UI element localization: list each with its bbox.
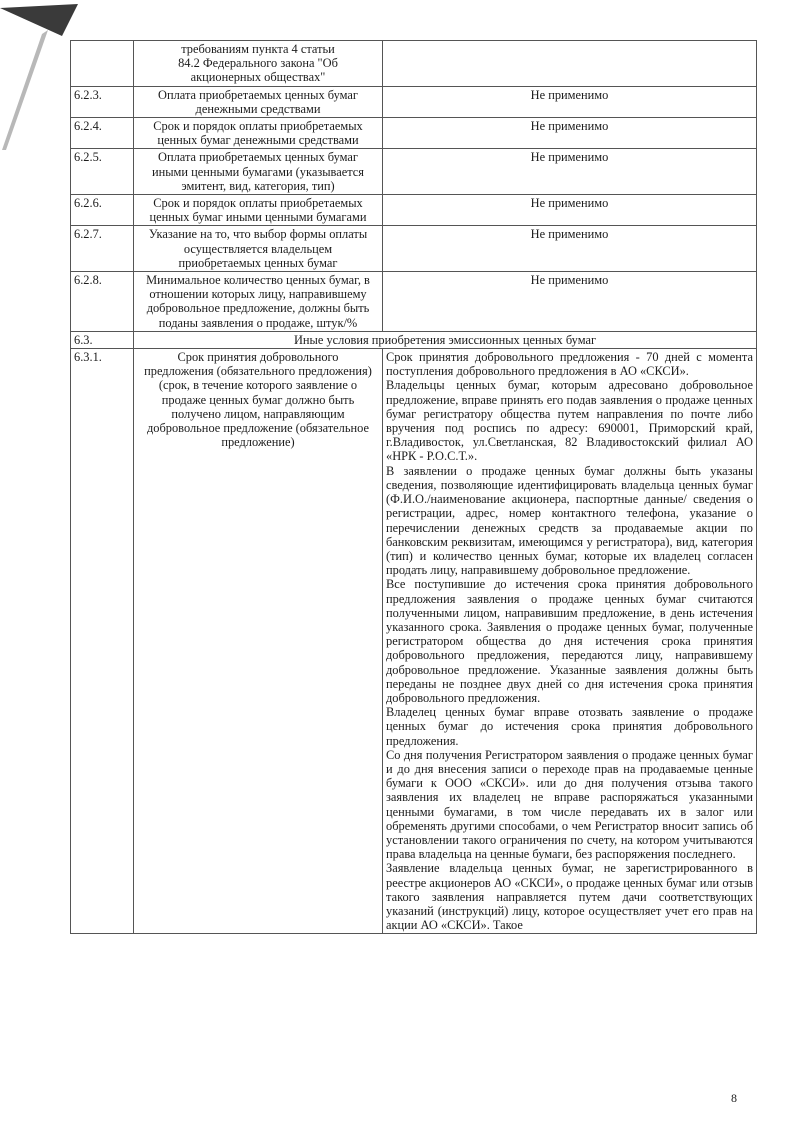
item-name xyxy=(134,226,383,272)
item-value: Не применимо xyxy=(383,149,757,195)
cell-line: приобретаемых ценных бумаг xyxy=(178,255,338,270)
item-number: 6.2.4. xyxy=(71,118,134,149)
cell-line: Указание на то, что выбор формы оплаты xyxy=(148,227,368,242)
item-value: Не применимо xyxy=(383,226,757,272)
page-number: 8 xyxy=(731,1091,737,1105)
table-row xyxy=(71,226,757,272)
cell-line: Оплата приобретаемых ценных бумаг xyxy=(158,87,358,102)
cell-line: отношении которых лицу, направившему xyxy=(149,287,367,302)
table-row xyxy=(71,41,757,87)
item-value: Не применимо xyxy=(383,86,757,117)
item-number: 6.2.8. xyxy=(71,272,134,332)
cell-line: требованиям пункта 4 статьи xyxy=(181,42,335,56)
cell-line: ценных бумаг иными ценными бумагами xyxy=(149,210,367,225)
cell-line: денежными средствами xyxy=(195,101,321,116)
item-name xyxy=(134,272,383,332)
item-value: Не применимо xyxy=(383,118,757,149)
cell-line: предложения (обязательного предложения) xyxy=(144,364,372,379)
item-name xyxy=(134,349,383,934)
cell-line: (срок, в течение которого заявление о xyxy=(158,378,358,393)
table-row xyxy=(71,272,757,332)
item-number xyxy=(71,41,134,87)
cell-line: осуществляется владельцем xyxy=(183,241,333,256)
section-row xyxy=(71,331,757,348)
item-value: Не применимо xyxy=(383,272,757,332)
cell-line: Срок и порядок оплаты приобретаемых xyxy=(153,119,363,134)
cell-line: добровольное предложение (обязательное xyxy=(146,421,369,436)
item-name xyxy=(134,118,383,149)
item-number: 6.2.6. xyxy=(71,195,134,226)
document-table xyxy=(70,40,757,934)
section-title: Иные условия приобретения эмиссионных ценных бумаг xyxy=(134,331,757,348)
cell-line: акционерных обществах" xyxy=(190,70,326,85)
paragraph: Все поступившие до истечения срока принятия добровольного предложения заявления о продаже ценных бумаг считаются полученными лицом, направившим предложение, в день истечения указанного срока. Заявления о продаже ценных бумаг, полученные регистратором общества до дня истечения срока принятия добровольного предложения, передаются лицу, направившему добровольное предложение. Указанные заявления должны быть переданы не позднее двух дней со дня истечения срока принятия добровольного предложения. xyxy=(386,577,753,705)
cell-line: продаже ценных бумаг должно быть xyxy=(161,392,355,407)
item-name xyxy=(134,149,383,195)
table-row xyxy=(71,118,757,149)
cell-line: предложение) xyxy=(221,435,295,450)
cell-line: Оплата приобретаемых ценных бумаг xyxy=(158,150,358,165)
item-number: 6.2.7. xyxy=(71,226,134,272)
item-value-text xyxy=(383,349,757,934)
item-name xyxy=(134,195,383,226)
section-number: 6.3. xyxy=(71,331,134,348)
cell-line: Минимальное количество ценных бумаг, в xyxy=(146,273,370,288)
cell-line: Срок и порядок оплаты приобретаемых xyxy=(153,196,363,211)
item-number: 6.3.1. xyxy=(71,349,134,934)
cell-line: иными ценными бумагами (указывается xyxy=(151,164,365,179)
cell-line: добровольное предложение, должны быть xyxy=(146,301,370,316)
table-row xyxy=(71,86,757,117)
item-value: Не применимо xyxy=(383,195,757,226)
paragraph: Срок принятия добровольного предложения - 70 дней с момента поступления добровольного предложения в АО «СКСИ». xyxy=(386,350,753,379)
cell-line: поданы заявления о продаже, штук/% xyxy=(158,315,358,330)
cell-line: Срок принятия добровольного xyxy=(177,350,339,365)
cell-line: 84.2 Федерального закона "Об xyxy=(178,56,338,71)
table-row xyxy=(71,349,757,934)
paragraph: Владельцы ценных бумаг, которым адресовано добровольное предложение, вправе принять его подав заявления о продаже ценных бумаг регистратору общества путем направления по почте либо вручения под роспись по адресу: 690001, Приморский край, г.Владивосток, ул.Светланская, 82 Владивостокский филиал АО «НРК - Р.О.С.Т.». xyxy=(386,378,753,464)
item-value xyxy=(383,41,757,87)
item-name xyxy=(134,41,383,87)
paragraph: Со дня получения Регистратором заявления о продаже ценных бумаг и до дня внесения записи о переходе прав на продаваемые ценные бумаги к ООО «СКСИ». или до дня получения отзыва такого заявления их владелец не вправе распоряжаться указанными ценными бумагами, в том числе передавать их в залог или обременять другими способами, о чем Регистратор вносит запись об установлении такого ограничения по счету, на котором учитываются права владельца на ценные бумаги, без распоряжения последнего. xyxy=(386,747,753,862)
paragraph: В заявлении о продаже ценных бумаг должны быть указаны сведения, позволяющие идентифицировать владельца ценных бумаг (Ф.И.О./наименование акционера, паспортные данные/ сведения о регистрации, адрес, номер контактного телефона, указание о перечислении денежных средств за продаваемые акции по банковским реквизитам, имеющимся у регистратора), вид, категория (тип) и количество ценных бумаг, которые их владелец согласен продать лицу, направившему добровольное предложение. xyxy=(386,463,753,578)
item-number: 6.2.5. xyxy=(71,149,134,195)
cell-line: ценных бумаг денежными средствами xyxy=(157,133,359,148)
paragraph: Заявление владельца ценных бумаг, не зарегистрированного в реестре акционеров АО «СКСИ», о продаже ценных бумаг или отзыв такого заявления направляется путем дачи соответствующих указаний (инструкций) лицу, которое осуществляет учет его прав на акции АО «СКСИ». Такое xyxy=(386,861,753,933)
paragraph: Владелец ценных бумаг вправе отозвать заявление о продаже ценных бумаг до истечения срока принятия добровольного предложения. xyxy=(386,705,753,748)
cell-line: эмитент, вид, категория, тип) xyxy=(181,178,335,193)
cell-line: получено лицом, направляющим xyxy=(171,406,345,421)
table-row xyxy=(71,149,757,195)
item-name xyxy=(134,86,383,117)
item-number: 6.2.3. xyxy=(71,86,134,117)
table-row xyxy=(71,195,757,226)
